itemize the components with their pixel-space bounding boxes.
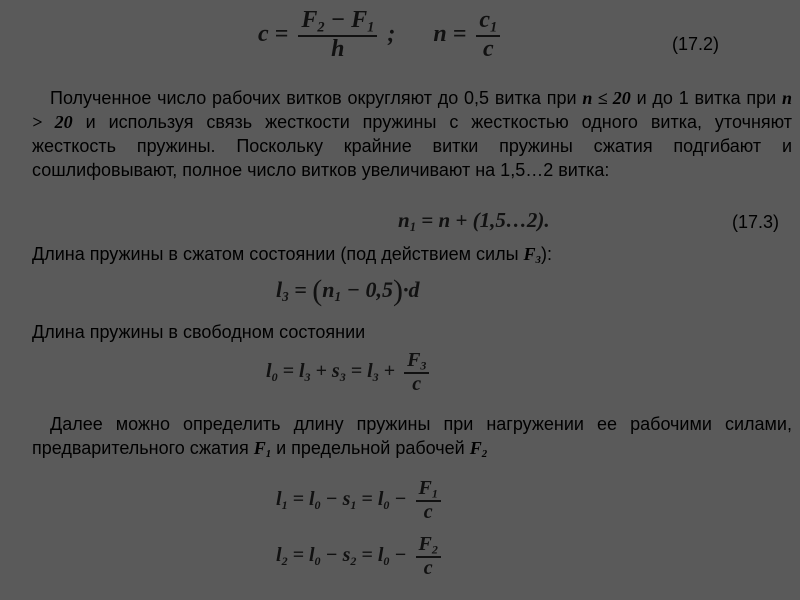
fraction-f1-over-c: $\frac{F_1}{c}$ [416, 478, 441, 523]
paragraph-compressed-length: Длина пружины в сжатом состоянии (под действием силы $F_3$): [32, 244, 552, 267]
condition-n-le-20: n ≤ 20 [582, 88, 631, 108]
fraction-stiffness: $\frac{c_1}{c}$ [476, 8, 500, 63]
fraction-force-diff: $\frac{F_2 - F_1}{h}$ [298, 8, 377, 63]
formula-17-2: c = $\frac{F_2 - F_1}{h}$ ; n = $\frac{c_1}{c}$ [258, 8, 504, 63]
var-c: c [258, 20, 269, 47]
formula-free-length: $l_0 = l_3 + s_3 = l_3$ + $\frac{F_3}{c}$ [266, 350, 433, 395]
var-n: n [433, 20, 447, 47]
paragraph-free-length: Длина пружины в свободном состоянии [32, 322, 366, 342]
paragraph-working-forces: Далее можно определить длину пружины при нагружении ее рабочими силами, предварительного сжатия $F_1$ и предельной рабочей $F_2$ [32, 414, 792, 461]
equation-number-17-3: (17.3) [732, 212, 780, 232]
equals: = [274, 20, 289, 47]
formula-length-l2: $l_2 = l_0 - s_2 = l_0$ − $\frac{F_2}{c}$ [276, 534, 445, 579]
formula-length-l1: $l_1 = l_0 - s_1 = l_0$ − $\frac{F_1}{c}$ [276, 478, 445, 523]
condition-n-gt-20: n > 20 [32, 88, 793, 132]
fraction-f3-over-c: $\frac{F_3}{c}$ [404, 350, 429, 395]
fraction-f2-over-c: $\frac{F_2}{c}$ [416, 534, 441, 579]
formula-17-3: $n_1 = n$ + (1,5…2). [398, 208, 550, 234]
formula-compressed-length: $l_3 = (n_1 - 0,5)\cdot d$ [276, 274, 420, 307]
equation-number-17-2: (17.2) [672, 34, 720, 54]
separator: ; [387, 20, 396, 47]
paragraph-turns-rounding: Полученное число рабочих витков округляют до 0,5 витка при n ≤ 20 и до 1 витка при n > 20 и используя связь жесткости пружины с жесткостью одного витка, уточняют жесткость пружины. Поскольку крайние витки пружины сжатия подгибают и сошлифовывают, полное число витков увеличивают на 1,5…2 витка: [32, 88, 793, 180]
